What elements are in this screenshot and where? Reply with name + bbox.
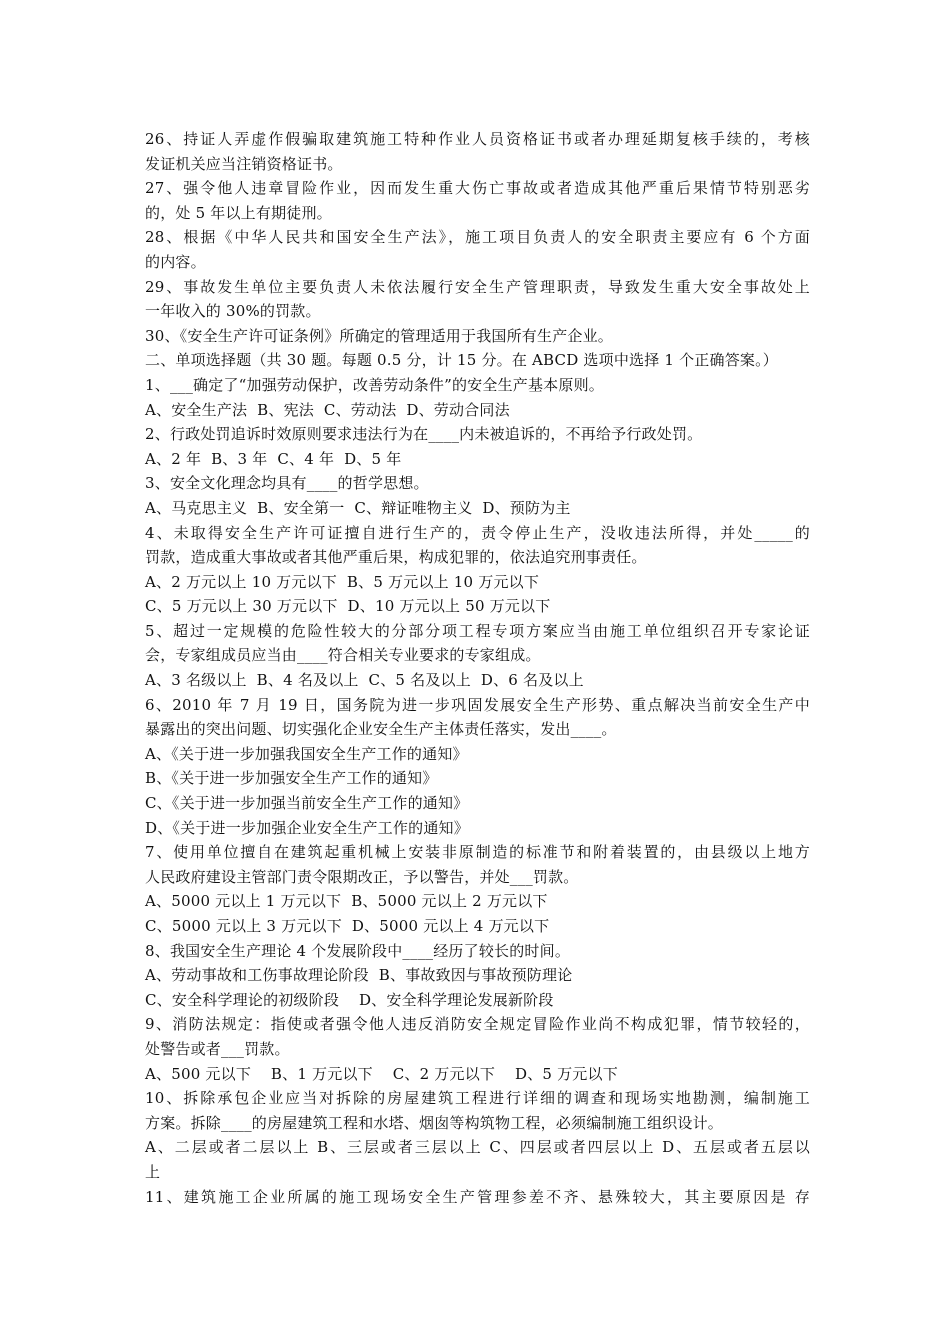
text-line: 处警告或者___罚款。	[145, 1039, 290, 1058]
document-body	[145, 127, 810, 1209]
text-line: 发证机关应当注销资格证书。	[145, 154, 343, 173]
text-line: 上	[145, 1162, 161, 1181]
text-line: A、二层或者二层以上 B、三层或者三层以上 C、四层或者四层以上 D、五层或者五层以	[145, 1138, 810, 1157]
text-line: 26、持证人弄虚作假骗取建筑施工特种作业人员资格证书或者办理延期复核手续的，考核	[145, 130, 810, 148]
text-line: 29、事故发生单位主要负责人未依法履行安全生产管理职责，导致发生重大安全事故处上	[145, 277, 810, 296]
text-line: 11、建筑施工企业所属的施工现场安全生产管理参差不齐、悬殊较大，其主要原因是 存	[145, 1187, 810, 1206]
text-line: A、2 年 B、3 年 C、4 年 D、5 年	[145, 449, 402, 468]
text-line: 的内容。	[145, 252, 206, 271]
text-line: A、安全生产法 B、宪法 C、劳动法 D、劳动合同法	[145, 400, 510, 419]
text-line: B、《关于进一步加强安全生产工作的通知》	[145, 769, 438, 788]
text-line: 10、拆除承包企业应当对拆除的房屋建筑工程进行详细的调查和现场实地勘测，编制施工	[145, 1089, 810, 1108]
text-line: 罚款，造成重大事故或者其他严重后果，构成犯罪的，依法追究刑事责任。	[145, 548, 647, 567]
text-line: 二、单项选择题（共 30 题。每题 0.5 分，计 15 分。在 ABCD 选项中选择 1 个正确答案。）	[145, 351, 778, 370]
text-line: C、《关于进一步加强当前安全生产工作的通知》	[145, 794, 469, 813]
text-line: 5、超过一定规模的危险性较大的分部分项工程专项方案应当由施工单位组织召开专家论证	[145, 621, 810, 640]
text-line: 30、《安全生产许可证条例》所确定的管理适用于我国所有生产企业。	[145, 326, 613, 345]
text-line: A、马克思主义 B、安全第一 C、辩证唯物主义 D、预防为主	[145, 498, 571, 517]
text-line: 会，专家组成员应当由____符合相关专业要求的专家组成。	[145, 646, 541, 665]
text-line: 6、2010 年 7 月 19 日，国务院为进一步巩固发展安全生产形势、重点解决当前安全生产中	[145, 695, 810, 714]
text-line: 1、___确定了“加强劳动保护，改善劳动条件”的安全生产基本原则。	[145, 375, 604, 394]
text-line: 人民政府建设主管部门责令限期改正，予以警告，并处___罚款。	[145, 867, 579, 886]
text-line: 暴露出的突出问题、切实强化企业安全生产主体责任落实，发出____。	[145, 720, 617, 739]
text-line: C、安全科学理论的初级阶段 D、安全科学理论发展新阶段	[145, 990, 554, 1009]
text-line: C、5 万元以上 30 万元以下 D、10 万元以上 50 万元以下	[145, 597, 551, 616]
text-line: 2、行政处罚追诉时效原则要求违法行为在____内未被追诉的，不再给予行政处罚。	[145, 425, 703, 444]
text-line: 8、我国安全生产理论 4 个发展阶段中____经历了较长的时间。	[145, 941, 571, 960]
text-line: 方案。拆除____的房屋建筑工程和水塔、烟囱等构筑物工程，必须编制施工组织设计。	[145, 1113, 724, 1132]
text-line: 3、安全文化理念均具有____的哲学思想。	[145, 474, 429, 493]
text-line: 7、使用单位擅自在建筑起重机械上安装非原制造的标准节和附着装置的，由县级以上地方	[145, 843, 810, 862]
text-line: 一年收入的 30%的罚款。	[145, 302, 321, 321]
text-line: D、《关于进一步加强企业安全生产工作的通知》	[145, 818, 469, 837]
text-line: A、500 元以下 B、1 万元以下 C、2 万元以下 D、5 万元以下	[145, 1064, 618, 1083]
text-line: 28、根据《中华人民共和国安全生产法》，施工项目负责人的安全职责主要应有 6 个方面	[145, 228, 810, 247]
text-line: 4、未取得安全生产许可证擅自进行生产的，责令停止生产，没收违法所得，并处_____的	[145, 523, 810, 542]
text-line: A、《关于进一步加强我国安全生产工作的通知》	[145, 744, 468, 763]
text-line: 9、消防法规定：指使或者强令他人违反消防安全规定冒险作业尚不构成犯罪，情节较轻的，	[145, 1015, 810, 1034]
text-line: 的，处 5 年以上有期徒刑。	[145, 203, 332, 222]
text-line: 27、强令他人违章冒险作业，因而发生重大伤亡事故或者造成其他严重后果情节特别恶劣	[145, 179, 810, 198]
text-line: A、2 万元以上 10 万元以下 B、5 万元以上 10 万元以下	[145, 572, 540, 591]
text-line: A、5000 元以上 1 万元以下 B、5000 元以上 2 万元以下	[145, 892, 548, 911]
text-line: A、劳动事故和工伤事故理论阶段 B、事故致因与事故预防理论	[145, 966, 573, 985]
text-line: A、3 名级以上 B、4 名及以上 C、5 名及以上 D、6 名及以上	[145, 671, 584, 690]
text-line: C、5000 元以上 3 万元以下 D、5000 元以上 4 万元以下	[145, 917, 550, 935]
